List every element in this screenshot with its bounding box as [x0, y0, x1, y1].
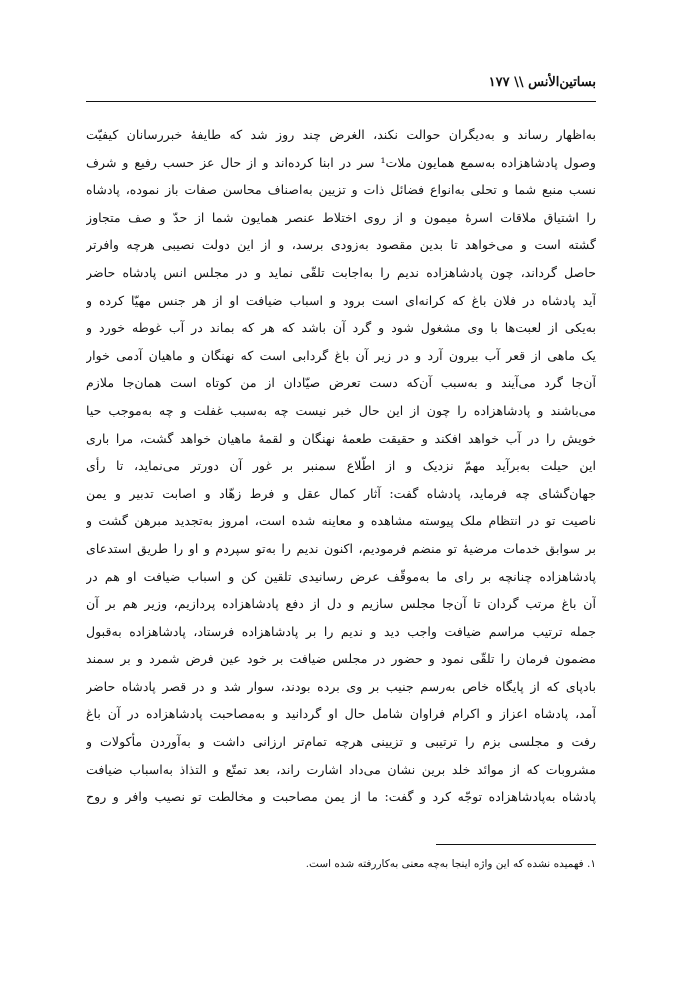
header-rule — [86, 101, 596, 102]
text-line: نسب منبع شما و تحلی به‌انواع فضائل ذات و تزیین به‌اصناف محاسن صفات باز نموده، پادشاه — [86, 182, 596, 198]
text-line: یک ماهی از قعر آب بیرون آرد و در زیر آن باغ گردابی است که نهنگان و ماهیان آدمی خوار — [86, 347, 596, 363]
text-line: به‌یکی از لعبت‌ها با وی مشغول شود و گرد آن باشد که هر که بماند در آب غوطه خورد و — [86, 320, 596, 336]
running-header: بساتین‌الأنس \\ ۱۷۷ — [488, 75, 596, 90]
text-line: حاصل گرداند، چون پادشاهزاده ندیم را به‌اجابت تلقّی نماید و در مجلس انس پادشاه حاضر — [86, 264, 596, 280]
text-line: بادپای که از پایگاه خاص به‌رسم جنیب بر وی برده بودند، سوار شد و در قصر پادشاه حاضر — [86, 678, 596, 694]
text-line: جهان‌گشای چه فرماید، پادشاه گفت: آثار کمال عقل و فرط زهّاد و اصابت تدبیر و یمن — [86, 485, 596, 501]
text-line: مشروبات که از موائد خلد برین نشان می‌داد اشارت راند، بعد تمتّع و التذاذ به‌اسباب ضیافت — [86, 761, 596, 777]
text-line: می‌باشند و پادشاهزاده را چون از این حال خبر نیست چه به‌سبب غفلت و چه به‌موجب حیا — [86, 402, 596, 418]
text-line: جمله ترتیب مراسم ضیافت واجب دید و ندیم را بر پادشاهزاده فرستاد، پادشاهزاده به‌قبول — [86, 623, 596, 639]
text-line: گشته است و می‌خواهد تا بدین مقصود به‌زودی برسد، و از این دولت نصیبی هرچه وافرتر — [86, 237, 596, 253]
text-line: آن‌جا گرد می‌آیند و به‌سبب آن‌که دست تعرض صیّادان از من کوتاه است همان‌جا ملازم — [86, 375, 596, 391]
text-line: بر سوابق خدمات مرضیهٔ تو منضم فرمودیم، اکنون ندیم را به‌تو سپردم و او را طریق استدعای — [86, 540, 596, 556]
text-line: مضمون فرمان را تلقّی نمود و حضور در مجلس ضیافت بر خود عین فرض شمرد و بر سمند — [86, 651, 596, 667]
footnote-rule — [436, 844, 596, 845]
text-line: پادشاه به‌پادشاهزاده توجّه کرد و گفت: ما از یمن مصاحبت و مخالطت تو نصیب وافر و روح — [86, 789, 596, 805]
body-text — [86, 121, 596, 811]
text-line: رفت و مجلسی بزم را ترتیبی و تزیینی هرچه تمام‌تر ارزانی داشت و به‌آوردن مأکولات و — [86, 734, 596, 750]
text-line: آن باغ مرتب گردان تا آن‌جا مجلس سازیم و دل از دفع پادشاهزاده پردازیم، وزیر هم بر آن — [86, 596, 596, 612]
text-line: خویش را در آب خواهد افکند و حقیقت طعمهٔ نهنگان و لقمهٔ ماهیان خواهد گشت، مرا باری — [86, 430, 596, 446]
text-line: وصول پادشاهزاده به‌سمع همایون ملات¹ سر در ابنا کرده‌اند و از حال عز حسب رفیع و شرف — [86, 154, 596, 170]
text-line: ناصیت تو در انتظام ملک پیوسته مشاهده و معاینه شده است، امروز به‌تجدید مبرهن گشت و — [86, 513, 596, 529]
text-line: پادشاهزاده چنانچه بر رای ما به‌موقّف عرض رسانیدی تلقین کن و اسباب ضیافت او هم در — [86, 568, 596, 584]
text-line: این حیلت به‌برآید مهمّ نزدیک و از اطّلاع سمنبر بر غور آن دورتر می‌نماید، تا رأی — [86, 458, 596, 474]
text-line: آمد، پادشاه اعزاز و اکرام فراوان شامل حال او گردانید و به‌مصاحبت پادشاهزاده در آن باغ — [86, 706, 596, 722]
footnote: ۱. فهمیده نشده که این واژه اینجا به‌چه معنی به‌کاررفته شده است. — [305, 858, 596, 870]
text-line: به‌اظهار رساند و به‌دیگران حوالت نکند، الغرض چند روز شد که طایفهٔ خبررسانان کیفیّت — [86, 127, 596, 142]
text-line: را اشتیاق ملاقات اسرهٔ میمون و از روی اختلاط عنصر همایون شما از حدّ و صف متجاوز — [86, 209, 596, 225]
text-line: آید پادشاه در فلان باغ که کرانه‌ای است برود و اسباب ضیافت او از هر جنس مهیّا کرده و — [86, 292, 596, 308]
